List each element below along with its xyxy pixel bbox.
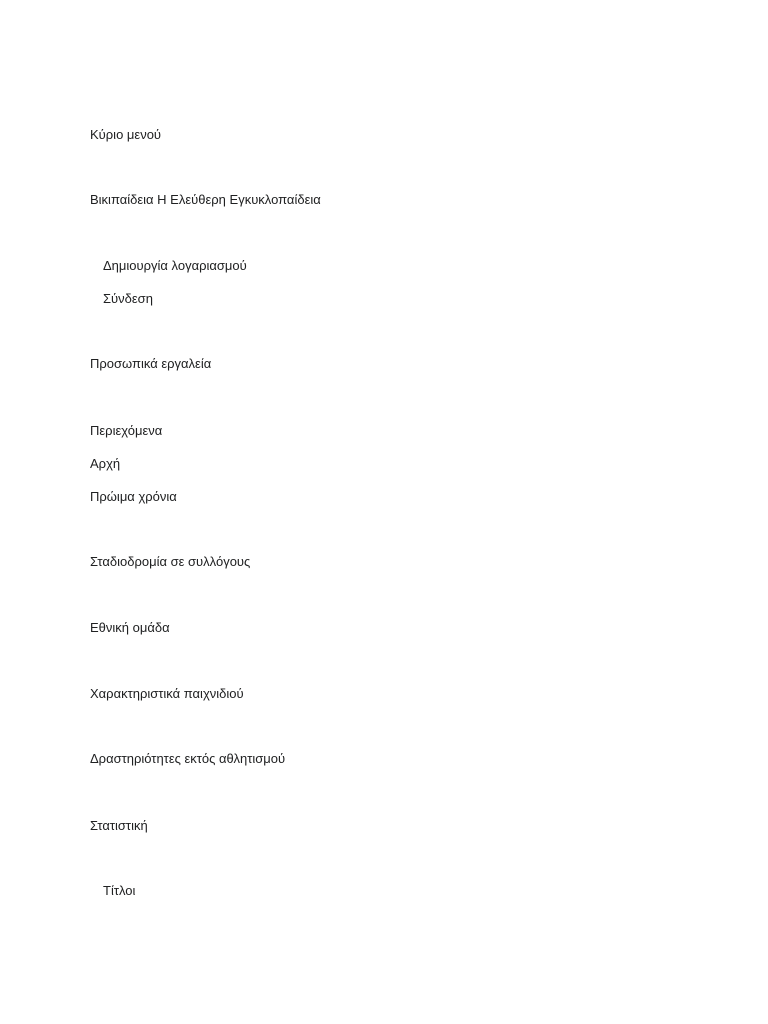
site-title-link[interactable]: Βικιπαίδεια Η Ελεύθερη Εγκυκλοπαίδεια <box>90 192 321 207</box>
toc-item-national-team[interactable]: Εθνική ομάδα <box>90 620 170 635</box>
main-menu-toggle[interactable]: Κύριο μενού <box>90 127 162 142</box>
toc-item-early-years[interactable]: Πρώιμα χρόνια <box>90 489 177 504</box>
toc-item-top[interactable]: Αρχή <box>90 456 121 471</box>
create-account-link[interactable]: Δημιουργία λογαριασμού <box>103 258 247 273</box>
toc-item-playing-style[interactable]: Χαρακτηριστικά παιχνιδιού <box>90 686 244 701</box>
personal-tools-toggle[interactable]: Προσωπικά εργαλεία <box>90 356 212 371</box>
toc-item-club-career[interactable]: Σταδιοδρομία σε συλλόγους <box>90 554 251 569</box>
toc-item-outside-sport[interactable]: Δραστηριότητες εκτός αθλητισμού <box>90 751 286 766</box>
toc-heading: Περιεχόμενα <box>90 423 163 438</box>
toc-item-statistics[interactable]: Στατιστική <box>90 818 148 833</box>
toc-subitem-titles[interactable]: Τίτλοι <box>103 883 136 898</box>
login-link[interactable]: Σύνδεση <box>103 291 153 306</box>
